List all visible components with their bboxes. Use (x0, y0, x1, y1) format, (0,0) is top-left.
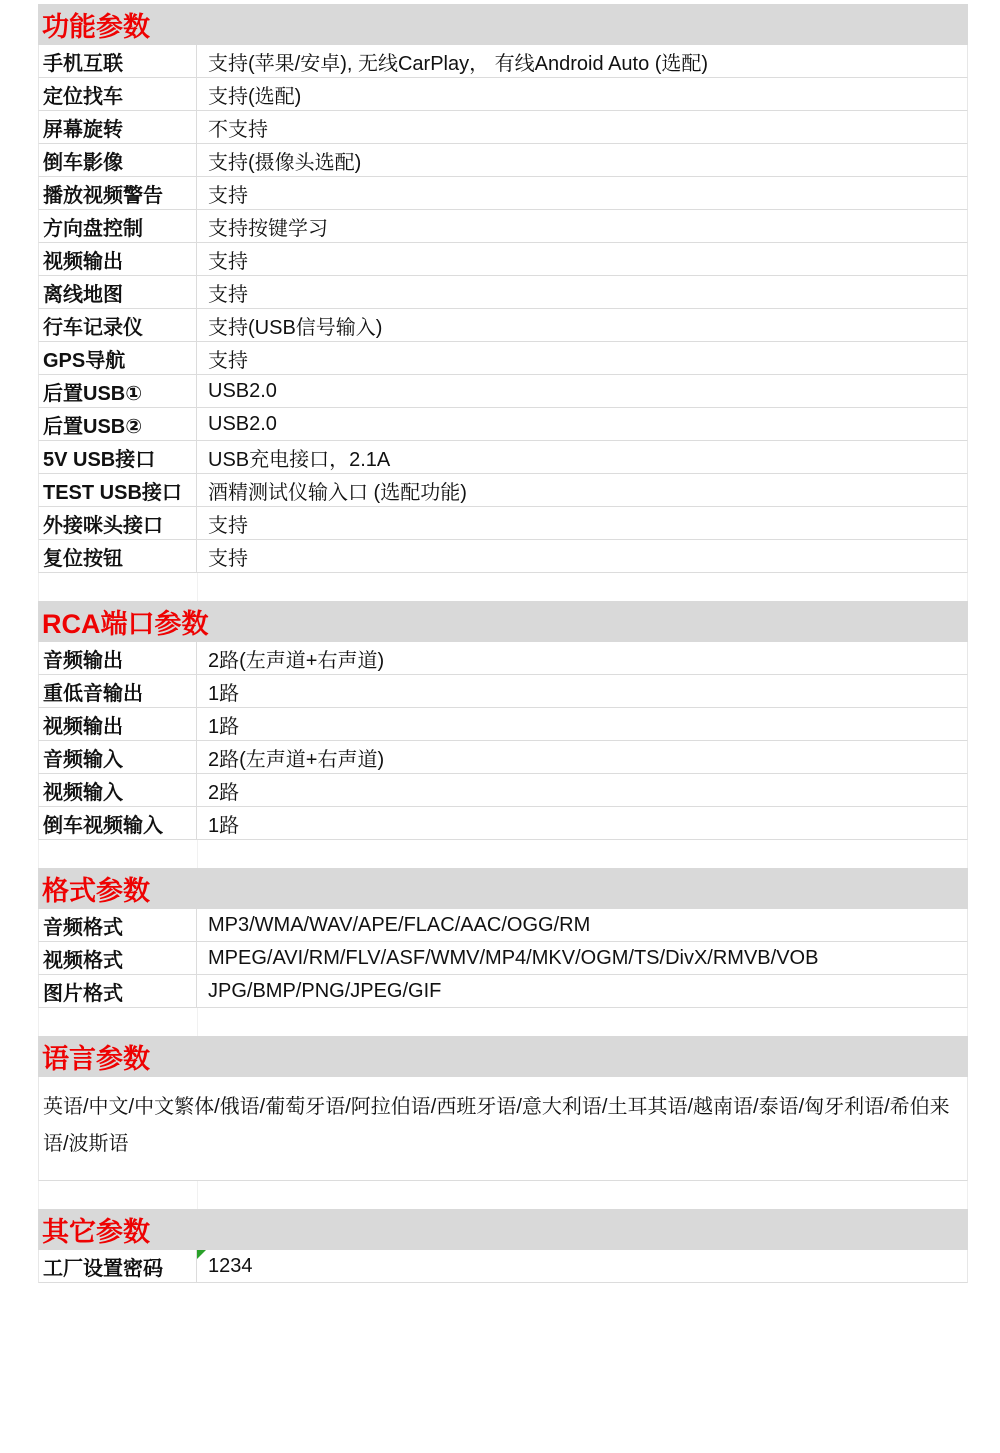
spec-label: 视频输出 (39, 708, 197, 740)
spec-label: 音频格式 (39, 909, 197, 941)
spec-label: 播放视频警告 (39, 177, 197, 209)
factory-password-value: 1234 (208, 1254, 253, 1277)
spec-label: 音频输出 (39, 642, 197, 674)
spec-label: 视频格式 (39, 942, 197, 974)
spec-value: 支持(苹果/安卓), 无线CarPlay， 有线Android Auto (选配) (208, 52, 709, 75)
spec-value: 支持 (208, 514, 248, 537)
section-header-function-params (38, 4, 968, 45)
spec-label: 定位找车 (39, 78, 197, 110)
spec-label: 倒车影像 (39, 144, 197, 176)
spec-value: USB充电接口，2.1A (208, 448, 391, 471)
spec-value: 1路 (208, 682, 240, 705)
spec-label: 视频输出 (39, 243, 197, 275)
spec-row (38, 474, 968, 507)
spec-value: 2路(左声道+右声道) (208, 748, 385, 771)
spec-label: 视频输入 (39, 774, 197, 806)
spec-value: 支持 (208, 547, 248, 570)
spec-label: GPS导航 (39, 342, 197, 374)
spec-row (38, 741, 968, 774)
spec-value (197, 1250, 967, 1282)
spec-row (38, 975, 968, 1008)
spec-value: 1路 (208, 715, 240, 738)
spec-value: 支持(USB信号输入) (208, 316, 383, 339)
spec-label: 5V USB接口 (39, 441, 197, 473)
spec-value: 2路(左声道+右声道) (208, 649, 385, 672)
spec-label: 复位按钮 (39, 540, 197, 572)
spec-row (38, 177, 968, 210)
spec-row (38, 78, 968, 111)
spec-label: 图片格式 (39, 975, 197, 1007)
spec-value: 支持 (208, 283, 248, 306)
spec-label: 手机互联 (39, 45, 197, 77)
section-header-format-params (38, 868, 968, 909)
spec-row (38, 909, 968, 942)
spec-table (38, 4, 968, 1283)
spec-label: 屏幕旋转 (39, 111, 197, 143)
section-gap (38, 840, 968, 868)
section-header-language-params (38, 1036, 968, 1077)
section-header-other-params (38, 1209, 968, 1250)
spec-row (38, 774, 968, 807)
spec-value: 酒精测试仪输入口 (选配功能) (208, 481, 467, 504)
spec-value: 1路 (208, 814, 240, 837)
spec-row (38, 375, 968, 408)
spec-label: 音频输入 (39, 741, 197, 773)
spec-value: USB2.0 (208, 379, 277, 402)
spec-label: 后置USB① (39, 375, 197, 407)
spec-label: 倒车视频输入 (39, 807, 197, 839)
spec-row (38, 309, 968, 342)
spec-label: 离线地图 (39, 276, 197, 308)
spec-value: MPEG/AVI/RM/FLV/ASF/WMV/MP4/MKV/OGM/TS/DivX/RMVB/VOB (208, 946, 819, 969)
section-title: RCA端口参数 (42, 609, 209, 639)
spec-row (38, 276, 968, 309)
spec-value: 支持按键学习 (208, 217, 328, 240)
spec-row (38, 642, 968, 675)
section-title: 其它参数 (42, 1217, 150, 1247)
spec-row (38, 708, 968, 741)
spec-label: 行车记录仪 (39, 309, 197, 341)
spec-label: 后置USB② (39, 408, 197, 440)
spec-row (38, 807, 968, 840)
spec-label: 重低音输出 (39, 675, 197, 707)
spec-value: 支持(摄像头选配) (208, 151, 362, 174)
spec-label: TEST USB接口 (39, 474, 197, 506)
section-gap (38, 1008, 968, 1036)
section-title: 格式参数 (42, 876, 150, 906)
language-list-text: 英语/中文/中文繁体/俄语/葡萄牙语/阿拉伯语/西班牙语/意大利语/土耳其语/越南语/泰语/匈牙利语/希伯来语/波斯语 (38, 1077, 968, 1181)
spec-label: 工厂设置密码 (39, 1250, 197, 1282)
section-gap (38, 573, 968, 601)
spec-value: 支持(选配) (208, 85, 302, 108)
section-title: 语言参数 (42, 1044, 150, 1074)
section-header-rca-port-params (38, 601, 968, 642)
spec-row (38, 507, 968, 540)
spec-row (38, 1250, 968, 1283)
section-gap (38, 1181, 968, 1209)
spec-row (38, 441, 968, 474)
spec-value: 不支持 (208, 118, 268, 141)
spec-value: 支持 (208, 349, 248, 372)
spec-row (38, 675, 968, 708)
spec-value: 支持 (208, 184, 248, 207)
cell-note-triangle-icon (197, 1250, 206, 1259)
spec-row (38, 342, 968, 375)
spec-row (38, 942, 968, 975)
spec-row (38, 111, 968, 144)
spec-row (38, 210, 968, 243)
spec-row (38, 408, 968, 441)
spec-row (38, 144, 968, 177)
section-title: 功能参数 (42, 12, 150, 42)
spec-label: 方向盘控制 (39, 210, 197, 242)
spec-value: 支持 (208, 250, 248, 273)
spec-row (38, 243, 968, 276)
spec-value: 2路 (208, 781, 240, 804)
spec-row (38, 45, 968, 78)
spec-value: MP3/WMA/WAV/APE/FLAC/AAC/OGG/RM (208, 913, 591, 936)
spec-row (38, 540, 968, 573)
spec-value: USB2.0 (208, 412, 277, 435)
spec-label: 外接咪头接口 (39, 507, 197, 539)
spec-value: JPG/BMP/PNG/JPEG/GIF (208, 979, 442, 1002)
